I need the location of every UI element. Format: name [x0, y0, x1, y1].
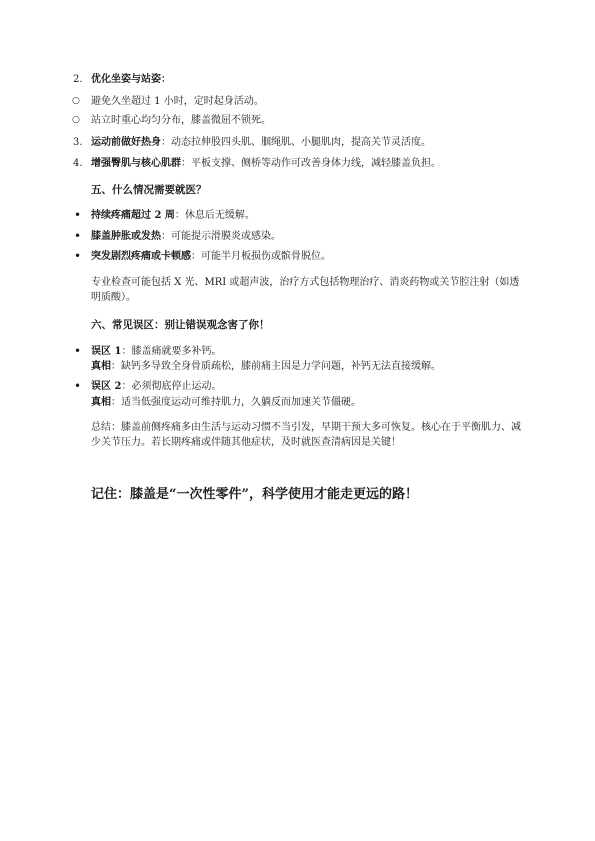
list-number: 3.	[73, 137, 83, 148]
item-label: 增强臀肌与核心肌群	[91, 158, 181, 169]
myth-text: ：膝盖痛就要多补钙。	[121, 346, 222, 357]
sub-item-text: 避免久坐超过 1 小时，定时起身活动。	[91, 96, 264, 107]
truth-text: ：缺钙多导致全身骨质疏松，膝前痛主因是力学问题，补钙无法直接缓解。	[111, 361, 441, 372]
bullet-label: 突发剧烈疼痛或卡顿感	[91, 251, 191, 262]
sub-item-text: 站立时重心均匀分布，膝盖微屈不锁死。	[91, 115, 271, 126]
item-label: 运动前做好热身	[91, 137, 161, 148]
item-label: 优化坐姿与站姿：	[91, 74, 171, 85]
bullet-label: 膝盖肿胀或发热	[91, 231, 161, 242]
truth-label: 真相	[91, 361, 111, 372]
bullet-icon: •	[74, 379, 82, 393]
section-heading: 五、什么情况需要就医？	[91, 184, 207, 196]
truth-text: ：适当低强度运动可维持肌力，久躺反而加速关节僵硬。	[111, 397, 361, 408]
bullet-icon: •	[74, 208, 82, 222]
circle-bullet-icon: ○	[72, 115, 80, 125]
truth-label: 真相	[91, 397, 111, 408]
list-number: 2.	[73, 74, 83, 85]
closing-statement: 记住：膝盖是“一次性零件”，科学使用才能走更远的路！	[91, 487, 418, 502]
bullet-text: ：可能提示滑膜炎或感染。	[161, 231, 281, 242]
myth-label: 误区 2	[91, 381, 122, 392]
bullet-text: ：可能半月板损伤或髌骨脱位。	[191, 251, 331, 262]
item-text: ：平板支撑、侧桥等动作可改善身体力线，减轻膝盖负担。	[181, 158, 441, 169]
item-text: ：动态拉伸股四头肌、腘绳肌、小腿肌肉，提高关节灵活度。	[161, 137, 431, 148]
list-number: 4.	[73, 158, 83, 169]
myth-text: ：必须彻底停止运动。	[121, 381, 222, 392]
circle-bullet-icon: ○	[72, 96, 80, 106]
myth-label: 误区 1	[91, 346, 122, 357]
bullet-label: 持续疼痛超过 2 周	[91, 210, 175, 221]
bullet-icon: •	[74, 249, 82, 263]
section-heading: 六、常见误区：别让错误观念害了你！	[91, 319, 270, 331]
body-paragraph: 专业检查可能包括 X 光、MRI 或超声波，治疗方式包括物理治疗、消炎药物或关节腔注射（如透明质酸）。	[91, 277, 520, 303]
bullet-text: ：休息后无缓解。	[174, 210, 255, 221]
bullet-icon: •	[74, 344, 82, 358]
bullet-icon: •	[74, 229, 82, 243]
summary-paragraph: 总结：膝盖前侧疼痛多由生活与运动习惯不当引发，早期干预大多可恢复。核心在于平衡肌力、减少关节压力。若长期疼痛或伴随其他症状，及时就医查清病因是关键！	[91, 422, 521, 448]
